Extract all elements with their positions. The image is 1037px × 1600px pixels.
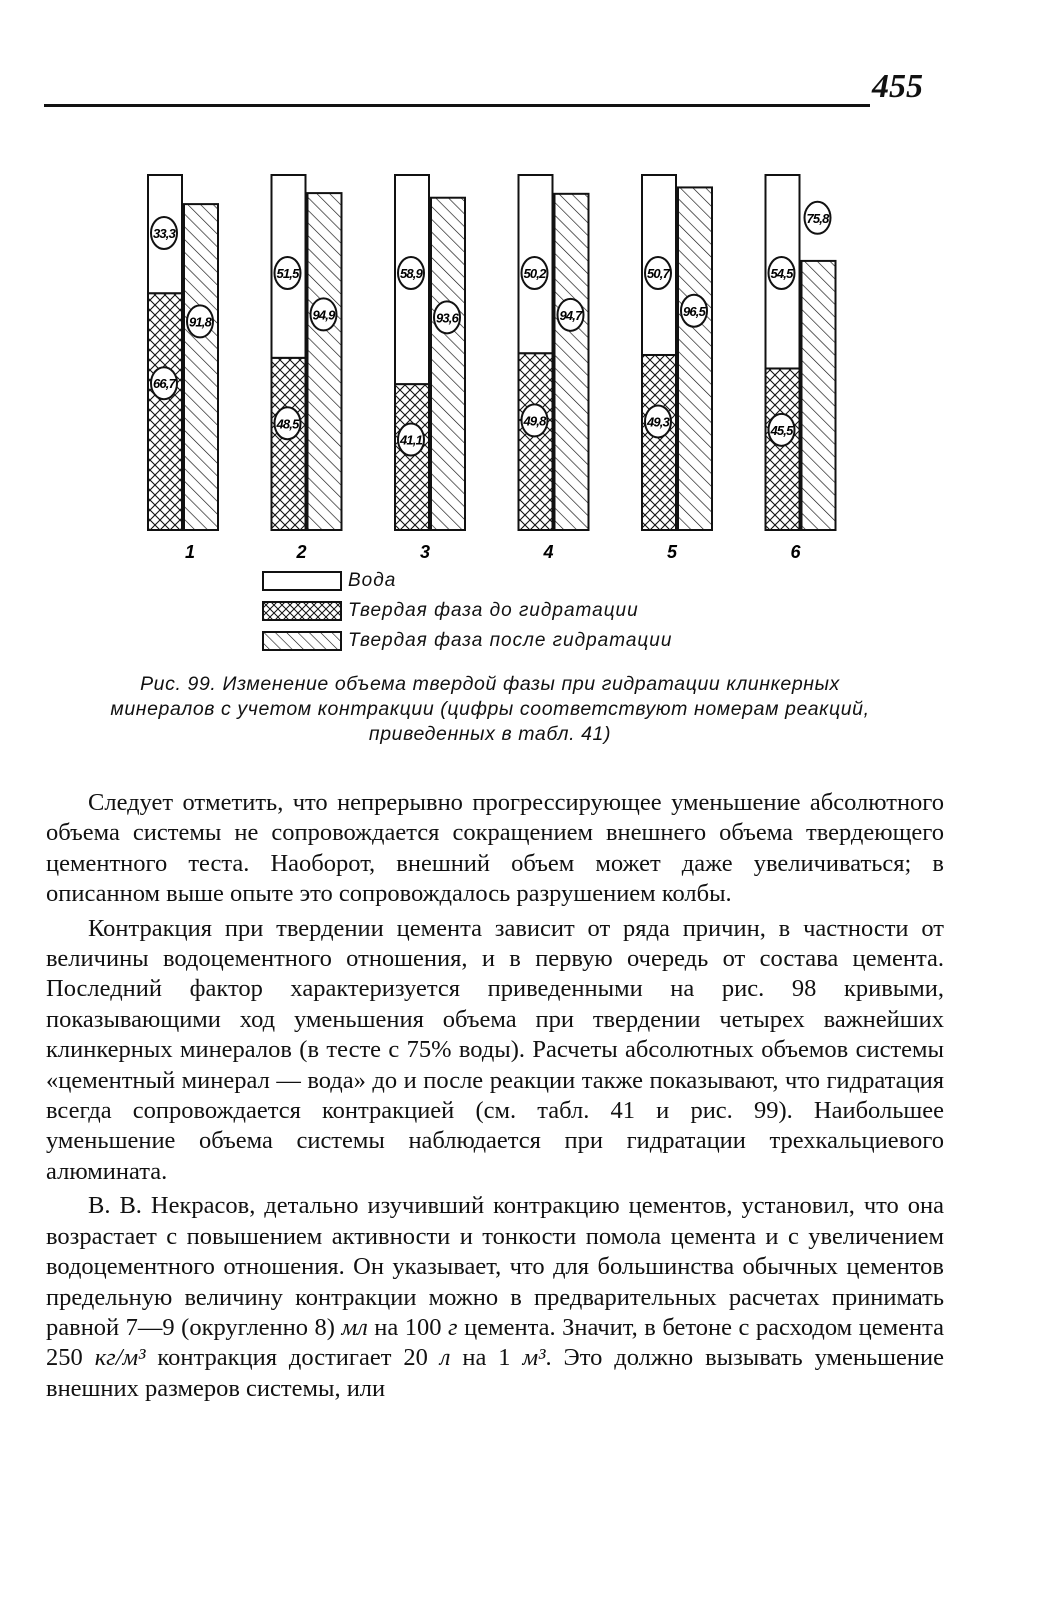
label-solid-after-1-text: 91,8 xyxy=(188,314,212,330)
legend-swatch-water xyxy=(262,571,342,591)
p3-part-c: цемента. Значит, в бетоне с расходом цемента 250 xyxy=(46,1313,944,1372)
legend-label-solid-after: Твердая фаза после гидратации xyxy=(348,630,673,651)
label-solid-after-5-text: 96,5 xyxy=(682,303,706,319)
x-tick-labels xyxy=(185,542,802,560)
bar-chart xyxy=(140,170,860,560)
chart-bars xyxy=(148,175,836,530)
bar-solid-before-2 xyxy=(272,358,306,530)
p3-part-f: . Это должно вызывать уменьшение внешних размеров системы, или xyxy=(46,1344,944,1402)
label-solid-after-3 xyxy=(434,301,460,333)
label-solid-after-2 xyxy=(311,298,337,330)
label-solid-before-3-text: 41,1 xyxy=(399,432,423,448)
label-water-1 xyxy=(151,217,177,249)
label-solid-after-6 xyxy=(805,202,831,234)
paragraph-3 xyxy=(46,1191,944,1404)
header-rule xyxy=(44,104,870,107)
legend-label-solid-before: Твердая фаза до гидратации xyxy=(348,600,639,621)
label-solid-after-5 xyxy=(681,295,707,327)
chart-legend xyxy=(262,566,672,656)
label-water-2 xyxy=(275,257,301,289)
legend-item-solid-after xyxy=(262,626,672,656)
unit-l: л xyxy=(439,1344,451,1372)
bar-solid-after-4 xyxy=(555,194,589,530)
p3-part-a: В. В. Некрасов, детально изучивший контракцию цементов, установил, что она возрастает с повышением активности и тонкости помола цемента и с увеличением водоцементного отношения. Он указывает, что для большинства обычных цементов предельную величину контракции можно в предварительных расчетах принимать равной 7—9 (округленно 8) xyxy=(46,1192,944,1341)
legend-item-solid-before xyxy=(262,596,672,626)
label-water-5-text: 50,7 xyxy=(646,266,670,281)
bar-solid-before-5 xyxy=(642,355,676,530)
label-solid-before-1 xyxy=(151,367,177,399)
label-solid-before-4 xyxy=(522,404,548,436)
label-solid-before-6 xyxy=(769,414,795,446)
label-solid-after-4 xyxy=(558,299,584,331)
unit-kg-m3: кг/м³ xyxy=(94,1344,146,1372)
unit-m3: м³ xyxy=(522,1344,546,1372)
bar-solid-before-4 xyxy=(519,353,553,530)
label-solid-after-3-text: 93,6 xyxy=(435,310,459,326)
label-water-6 xyxy=(769,257,795,289)
figure-caption: Рис. 99. Изменение объема твердой фазы при гидратации клинкерных минералов с учетом контракции (цифры соответствуют номерам реакций, приведенных в табл. 41) xyxy=(110,673,870,745)
bar-solid-before-3 xyxy=(395,384,429,530)
p3-part-e: на 1 xyxy=(450,1344,523,1372)
label-solid-before-4-text: 49,8 xyxy=(523,413,546,429)
x-tick-3: 3 xyxy=(419,542,431,560)
bar-solid-after-5 xyxy=(678,187,712,530)
label-water-5 xyxy=(645,257,671,289)
x-tick-2: 2 xyxy=(296,542,307,560)
paragraph-1: Следует отметить, что непрерывно прогрессирующее уменьшение абсолютного объема системы не сопровождается сокращением внешнего объема твердеющего цементного теста. Наоборот, внешний объем может даже увеличиваться; в описанном выше опыте это сопровождалось разрушением колбы. xyxy=(46,789,944,908)
x-tick-5: 5 xyxy=(666,542,678,560)
label-water-6-text: 54,5 xyxy=(770,266,793,281)
label-solid-before-1-text: 66,7 xyxy=(152,376,176,392)
bar-solid-after-1 xyxy=(184,204,218,530)
label-water-4-text: 50,2 xyxy=(523,266,546,281)
legend-swatch-solid-before xyxy=(262,601,342,621)
body-text xyxy=(46,788,944,1408)
label-water-3-text: 58,9 xyxy=(399,266,423,281)
legend-swatch-solid-after xyxy=(262,631,342,651)
p3-part-b: на 100 xyxy=(367,1313,449,1341)
x-tick-6: 6 xyxy=(790,542,801,560)
legend-label-water: Вода xyxy=(348,570,397,591)
bar-solid-before-6 xyxy=(766,368,800,530)
bar-solid-after-2 xyxy=(308,193,342,530)
label-solid-before-5 xyxy=(645,405,671,437)
page-number: 455 xyxy=(872,68,923,105)
label-solid-before-2-text: 48,5 xyxy=(276,416,299,432)
unit-g: г xyxy=(448,1313,458,1341)
label-solid-after-2-text: 94,9 xyxy=(312,307,335,323)
label-water-3 xyxy=(398,257,424,289)
x-tick-1: 1 xyxy=(184,542,196,560)
label-water-1-text: 33,3 xyxy=(152,226,176,241)
label-solid-after-6-text: 75,8 xyxy=(806,210,829,226)
bar-solid-after-3 xyxy=(431,198,465,530)
bar-solid-before-1 xyxy=(148,293,182,530)
bar-solid-after-6 xyxy=(802,261,836,530)
label-solid-before-3 xyxy=(398,424,424,456)
p3-part-d: контракция достигает 20 xyxy=(145,1344,440,1372)
label-solid-before-5-text: 49,3 xyxy=(646,414,670,430)
label-solid-after-4-text: 94,7 xyxy=(559,307,582,323)
x-tick-4: 4 xyxy=(543,542,554,560)
label-solid-before-2 xyxy=(275,407,301,439)
label-water-2-text: 51,5 xyxy=(276,266,299,281)
paragraph-2: Контракция при твердении цемента зависит от ряда причин, в частности от величины водоцементного отношения, и в первую очередь от состава цемента. Последний фактор характеризуется приведенными на рис. 98 кривыми, показывающими ход уменьшения объема при твердении четырех важнейших клинкерных минералов (в тесте с 75% воды). Расчеты абсолютных объемов системы «цементный минерал — вода» до и после реакции также показывают, что гидратация всегда сопровождается контракцией (см. табл. 41 и рис. 99). Наибольшее уменьшение объема системы наблюдается при гидратации трехкальциевого алюмината. xyxy=(46,914,944,1185)
label-water-4 xyxy=(522,257,548,289)
legend-item-water xyxy=(262,566,672,596)
label-solid-before-6-text: 45,5 xyxy=(770,422,793,438)
unit-ml: мл xyxy=(341,1313,368,1341)
label-solid-after-1 xyxy=(187,305,213,337)
